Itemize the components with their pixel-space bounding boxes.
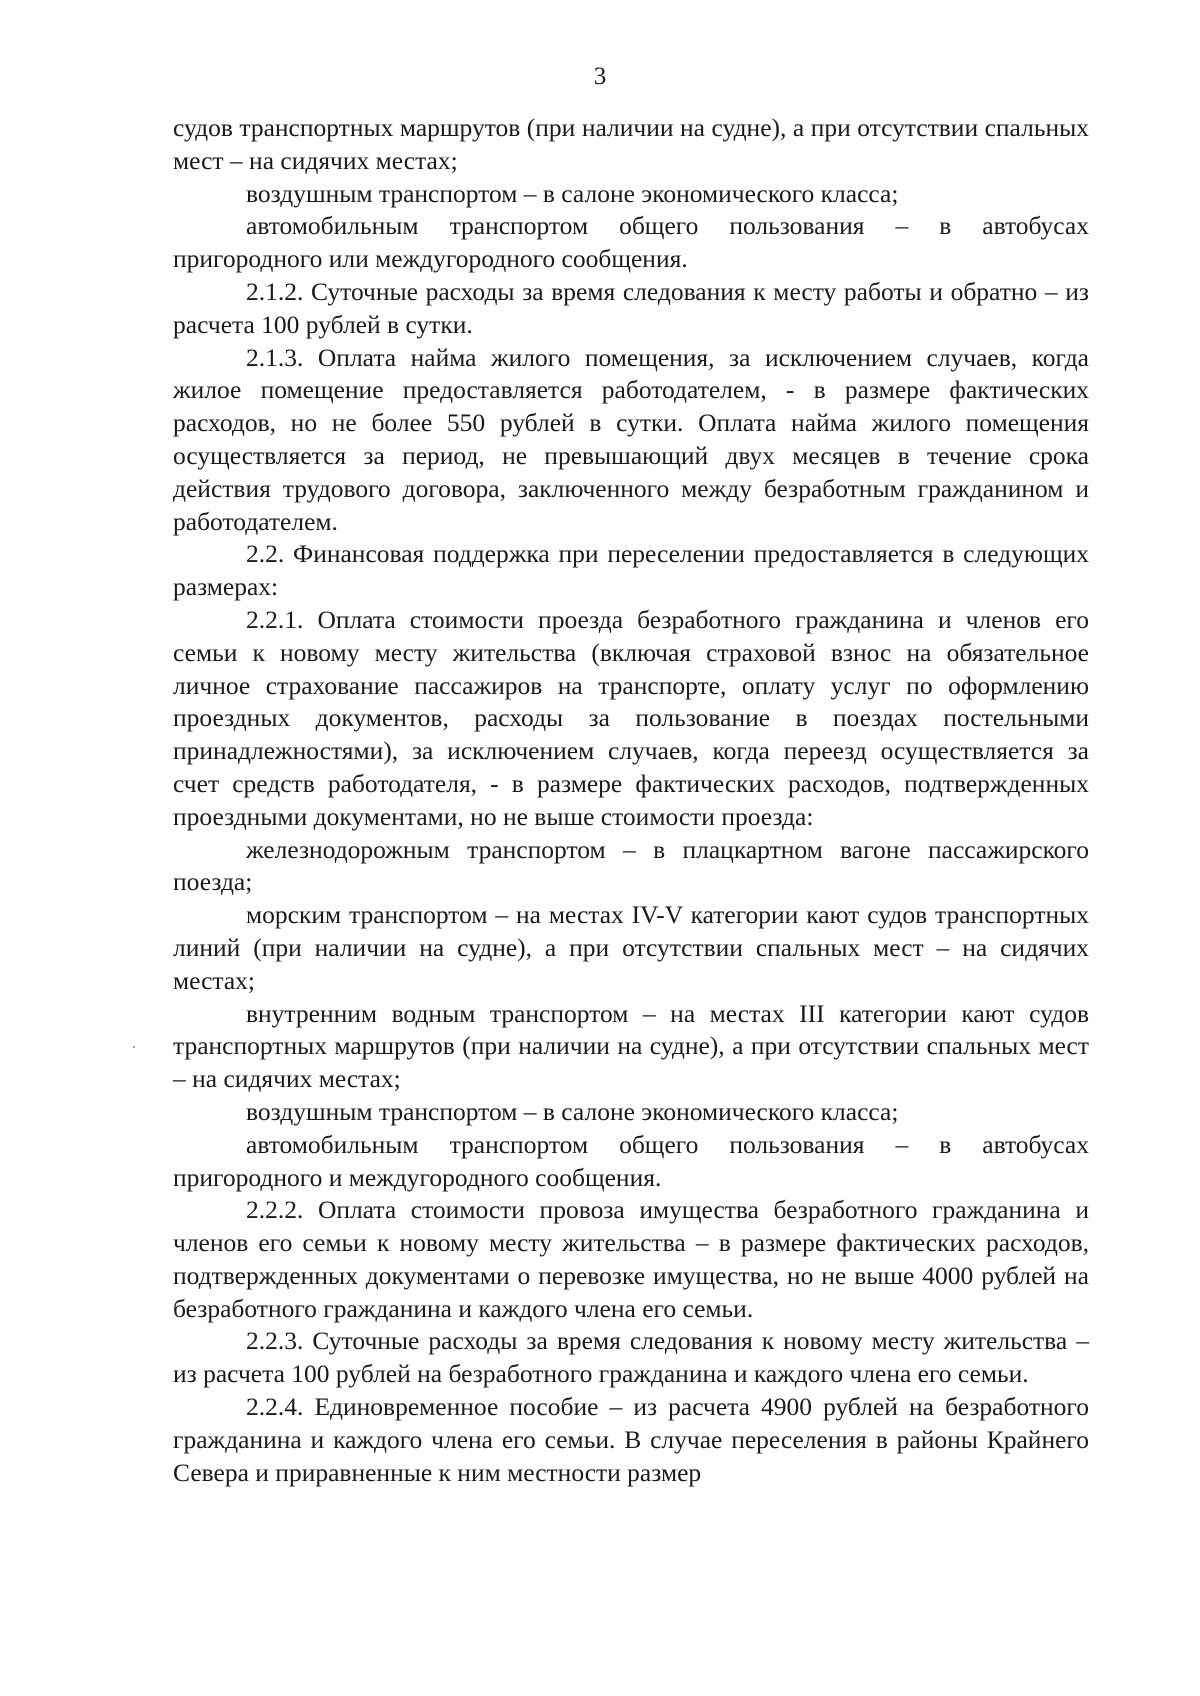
paragraph-sea-transport: морским транспортом – на местах IV-V категории кают судов транспортных линий (при наличии на судне), а при отсутствии спальных мест – на сидячих местах; — [173, 900, 1089, 995]
paragraph-2-1-2: 2.1.2. Суточные расходы за время следования к месту работы и обратно – из расчета 100 рублей в сутки. — [173, 276, 1089, 339]
paragraph-2-2: 2.2. Финансовая поддержка при переселении предоставляется в следующих размерах: — [173, 539, 1089, 602]
scan-speck — [133, 1046, 135, 1048]
paragraph-air-transport-2: воздушным транспортом – в салоне экономического класса; — [246, 1096, 899, 1126]
paragraph-air-transport: воздушным транспортом – в салоне экономического класса; — [246, 178, 899, 208]
paragraph-road-transport-2: автомобильным транспортом общего пользования – в автобусах пригородного и междугородного сообщения. — [173, 1129, 1089, 1192]
paragraph-2-2-2: 2.2.2. Оплата стоимости провоза имущества безработного гражданина и членов его семьи к новому месту жительства – в размере фактических расходов, подтвержденных документами о перевозке имущества, но не выше 4000 рублей на безработного гражданина и каждого члена его семьи. — [173, 1195, 1089, 1323]
paragraph-2-1-3: 2.1.3. Оплата найма жилого помещения, за исключением случаев, когда жилое помещение предоставляется работодателем, - в размере фактических расходов, но не более 550 рублей в сутки. Оплата найма жилого помещения осуществляется за период, не превышающий двух месяцев в течение срока действия трудового договора, заключенного между безработным гражданином и работодателем. — [173, 342, 1089, 536]
paragraph-2-2-3: 2.2.3. Суточные расходы за время следования к новому месту жительства – из расчета 100 рублей на безработного гражданина и каждого члена его семьи. — [173, 1326, 1089, 1389]
paragraph-2-2-4: 2.2.4. Единовременное пособие – из расчета 4900 рублей на безработного гражданина и каждого члена его семьи. В случае переселения в районы Крайнего Севера и приравненные к ним местности размер — [173, 1392, 1089, 1487]
paragraph-road-transport: автомобильным транспортом общего пользования – в автобусах пригородного или междугородного сообщения. — [173, 211, 1089, 274]
document-body — [173, 112, 1089, 1489]
page-number: 3 — [593, 63, 607, 90]
paragraph-rail-transport: железнодорожным транспортом – в плацкартном вагоне пассажирского поезда; — [173, 834, 1089, 897]
paragraph-inland-water-transport: внутренним водным транспортом – на местах III категории кают судов транспортных маршрутов (при наличии на судне), а при отсутствии спальных мест – на сидячих местах; — [173, 998, 1089, 1094]
paragraph-continuation: судов транспортных маршрутов (при наличии на судне), а при отсутствии спальных мест – на сидячих местах; — [173, 113, 1089, 175]
paragraph-2-2-1: 2.2.1. Оплата стоимости проезда безработного гражданина и членов его семьи к новому месту жительства (включая страховой взнос на обязательное личное страхование пассажиров на транспорте, оплату услуг по оформлению проездных документов, расходы за пользование в поездах постельными принадлежностями), за исключением случаев, когда переезд осуществляется за счет средств работодателя, - в размере фактических расходов, подтвержденных проездными документами, но не выше стоимости проезда: — [173, 604, 1089, 831]
